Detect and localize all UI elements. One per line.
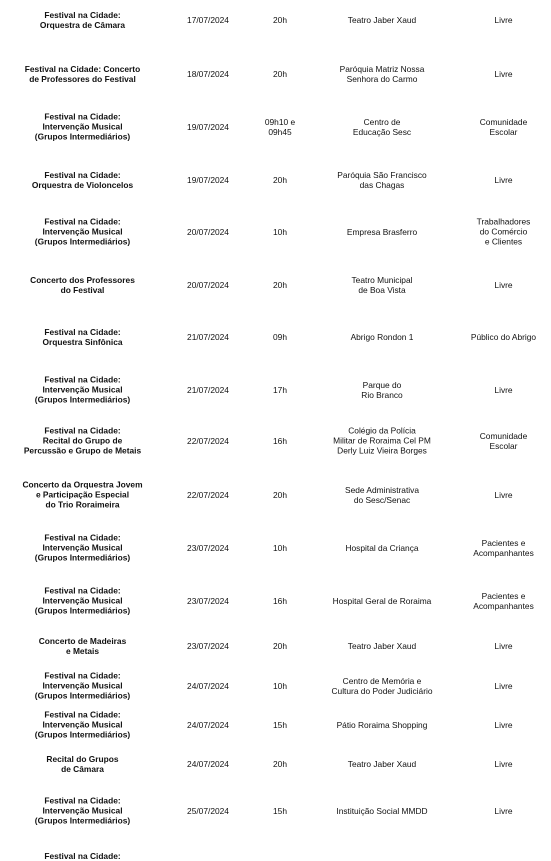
event-venue: Instituição Social MMDD <box>336 805 428 816</box>
event-date: 23/07/2024 <box>187 640 229 651</box>
event-name: Festival na Cidade: Concerto de Professores do Festival <box>24 63 141 84</box>
event-venue: Paróquia São Francisco das Chagas <box>337 169 427 190</box>
event-date: 17/07/2024 <box>187 14 229 25</box>
event-time: 20h <box>273 68 287 79</box>
event-name: Recital do Grupos de Câmara <box>46 753 119 774</box>
event-date: 22/07/2024 <box>187 435 229 446</box>
event-venue: Centro de Educação Sesc <box>352 116 412 137</box>
event-audience: Livre <box>494 14 513 25</box>
event-name: Festival na Cidade: Intervenção Musical (Grupos Intermediários) <box>34 216 131 248</box>
event-venue: Sede Administrativa do Sesc/Senac <box>344 484 420 505</box>
event-audience: Livre <box>494 719 513 730</box>
event-audience: Livre <box>494 174 513 185</box>
event-time: 10h <box>273 226 287 237</box>
event-audience: Livre <box>494 805 513 816</box>
event-time: 16h <box>273 595 287 606</box>
event-name: Festival na Cidade: Intervenção Musical (Grupos Intermediários) <box>34 374 131 406</box>
event-date: 21/07/2024 <box>187 384 229 395</box>
event-venue: Teatro Municipal de Boa Vista <box>351 274 413 295</box>
event-venue: Empresa Brasferro <box>346 226 418 237</box>
event-audience: Livre <box>494 640 513 651</box>
event-name: Concerto de Madeiras e Metais <box>38 635 127 656</box>
event-audience: Comunidade Escolar <box>479 430 528 451</box>
event-name: Concerto dos Professores do Festival <box>30 274 135 295</box>
event-time: 09h <box>273 331 287 342</box>
event-date: 24/07/2024 <box>187 758 229 769</box>
event-time: 10h <box>273 680 287 691</box>
event-audience: Público do Abrigo <box>470 331 537 342</box>
event-name: Festival na Cidade: Orquestra de Câmara <box>39 9 126 30</box>
event-time: 17h <box>273 384 287 395</box>
event-venue: Pátio Roraima Shopping <box>336 719 428 730</box>
event-name: Concerto da Orquestra Jovem e Participação Especial do Trio Roraimeira <box>22 479 143 511</box>
event-audience: Livre <box>494 758 513 769</box>
event-time: 16h <box>273 435 287 446</box>
event-date: 24/07/2024 <box>187 719 229 730</box>
event-name: Festival na Cidade: Orquestra de Violoncelos <box>31 169 134 190</box>
event-audience: Pacientes e Acompanhantes <box>473 537 534 558</box>
event-date: 22/07/2024 <box>187 489 229 500</box>
event-venue: Parque do Rio Branco <box>361 379 403 400</box>
event-time: 20h <box>273 174 287 185</box>
event-audience: Livre <box>494 489 513 500</box>
event-time: 15h <box>273 805 287 816</box>
event-date: 20/07/2024 <box>187 279 229 290</box>
event-venue: Colégio da Polícia Militar de Roraima Cel PM Derly Luiz Vieira Borges <box>333 425 431 457</box>
event-time: 20h <box>273 489 287 500</box>
event-venue: Centro de Memória e Cultura do Poder Judiciário <box>331 675 433 696</box>
event-time: 20h <box>273 758 287 769</box>
event-audience: Trabalhadores do Comércio e Clientes <box>476 216 531 248</box>
event-name: Festival na Cidade: <box>44 850 121 861</box>
event-time: 09h10 e 09h45 <box>264 116 296 137</box>
event-date: 21/07/2024 <box>187 331 229 342</box>
event-date: 19/07/2024 <box>187 121 229 132</box>
event-date: 24/07/2024 <box>187 680 229 691</box>
event-venue: Teatro Jaber Xaud <box>347 758 417 769</box>
event-venue: Abrigo Rondon 1 <box>350 331 414 342</box>
event-name: Festival na Cidade: Recital do Grupo de Percussão e Grupo de Metais <box>23 425 142 457</box>
event-time: 10h <box>273 542 287 553</box>
event-name: Festival na Cidade: Intervenção Musical (Grupos Intermediários) <box>34 709 131 741</box>
event-date: 23/07/2024 <box>187 595 229 606</box>
event-date: 25/07/2024 <box>187 805 229 816</box>
event-audience: Livre <box>494 384 513 395</box>
event-audience: Livre <box>494 680 513 691</box>
event-audience: Livre <box>494 279 513 290</box>
event-name: Festival na Cidade: Intervenção Musical (Grupos Intermediários) <box>34 111 131 143</box>
event-time: 15h <box>273 719 287 730</box>
event-venue: Teatro Jaber Xaud <box>347 14 417 25</box>
event-name: Festival na Cidade: Intervenção Musical (Grupos Intermediários) <box>34 670 131 702</box>
event-name: Festival na Cidade: Intervenção Musical (Grupos Intermediários) <box>34 585 131 617</box>
event-venue: Teatro Jaber Xaud <box>347 640 417 651</box>
event-venue: Hospital da Criança <box>345 542 419 553</box>
event-audience: Pacientes e Acompanhantes <box>473 590 534 611</box>
event-date: 23/07/2024 <box>187 542 229 553</box>
event-date: 18/07/2024 <box>187 68 229 79</box>
event-name: Festival na Cidade: Orquestra Sinfônica <box>42 326 123 347</box>
event-time: 20h <box>273 279 287 290</box>
event-venue: Paróquia Matriz Nossa Senhora do Carmo <box>339 63 425 84</box>
event-audience: Livre <box>494 68 513 79</box>
event-date: 20/07/2024 <box>187 226 229 237</box>
event-name: Festival na Cidade: Intervenção Musical (Grupos Intermediários) <box>34 532 131 564</box>
event-date: 19/07/2024 <box>187 174 229 185</box>
event-name: Festival na Cidade: Intervenção Musical (Grupos Intermediários) <box>34 795 131 827</box>
event-audience: Comunidade Escolar <box>479 116 528 137</box>
event-time: 20h <box>273 14 287 25</box>
event-time: 20h <box>273 640 287 651</box>
event-venue: Hospital Geral de Roraima <box>332 595 432 606</box>
